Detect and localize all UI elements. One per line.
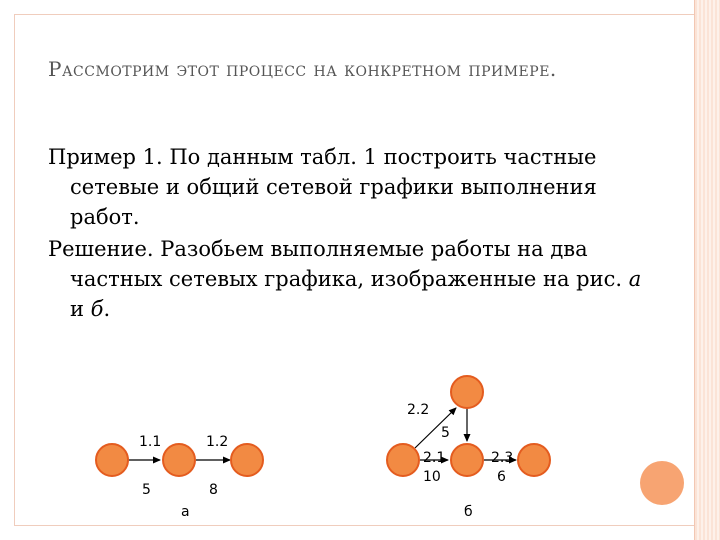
example-text: Пример 1. По данным табл. 1 построить частные сетевые и общий сетевой графики выполнения работ.	[48, 145, 597, 229]
node-b-top	[451, 376, 483, 408]
edge-duration-2-2: 5	[441, 425, 450, 441]
edge-label-1-2: 1.2	[206, 434, 229, 450]
solution-mid: и	[70, 297, 91, 321]
figure-ref-b: б	[90, 297, 104, 321]
node-b-3	[518, 444, 550, 476]
node-b-1	[387, 444, 419, 476]
diagram-a	[96, 434, 263, 520]
node-a-1	[96, 444, 128, 476]
edge-label-2-1: 2.1	[423, 450, 446, 466]
edge-label-1-1: 1.1	[139, 434, 162, 450]
node-a-2	[163, 444, 195, 476]
edge-label-2-3: 2.3	[491, 450, 514, 466]
solution-text: Решение. Разобьем выполняемые работы на два частных сетевых графика, изображенные на рис.	[48, 237, 629, 291]
edge-duration-2-3: 6	[497, 469, 506, 485]
figure-ref-a: а	[628, 267, 642, 291]
solution-end: .	[103, 297, 111, 321]
edge-duration-1-2: 8	[209, 482, 218, 498]
diagram-a-caption: а	[181, 504, 190, 520]
decorative-circle	[640, 461, 684, 505]
diagram-b-caption: б	[464, 504, 473, 520]
node-b-2	[451, 444, 483, 476]
edge-label-2-2: 2.2	[407, 402, 430, 418]
slide-title: Рассмотрим этот процесс на конкретном примере.	[48, 57, 557, 81]
edge-duration-1-1: 5	[142, 482, 151, 498]
diagram-b	[387, 376, 550, 520]
node-a-3	[231, 444, 263, 476]
edge-duration-2-1: 10	[423, 469, 441, 485]
